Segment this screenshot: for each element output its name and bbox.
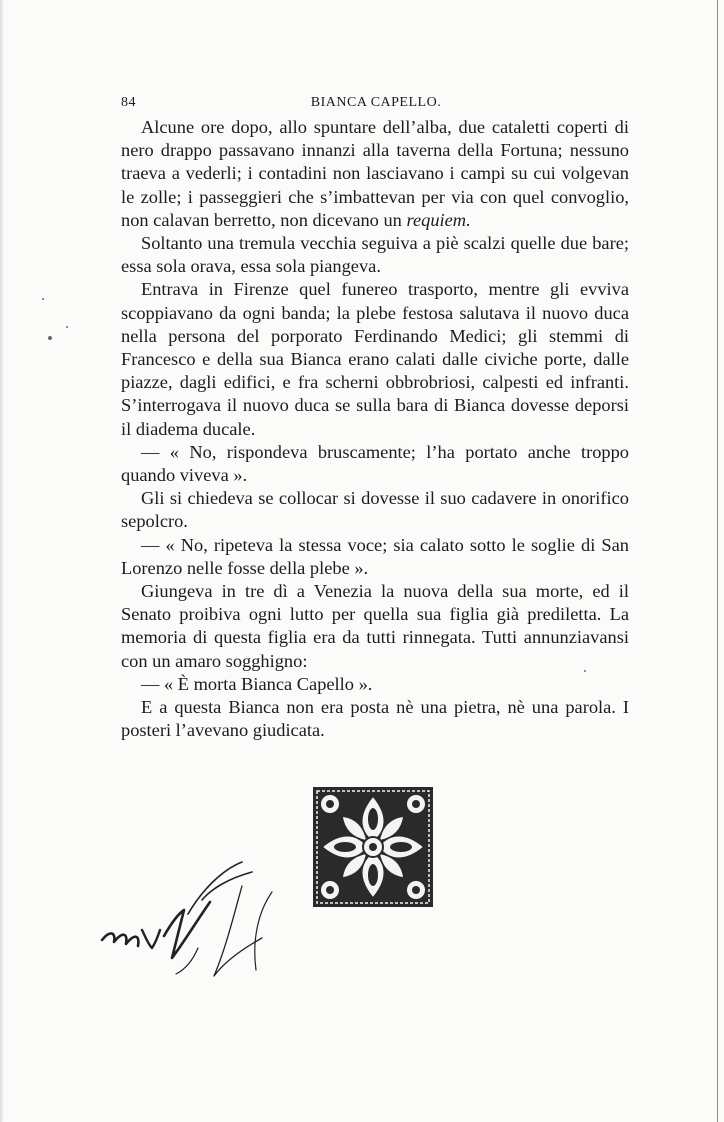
paragraph: E a questa Bianca non era posta nè una pietra, nè una parola. I posteri l’avevano giudicata. bbox=[121, 697, 629, 741]
paragraph: Entrava in Firenze quel funereo trasporto, mentre gli evviva scoppiavano da ogni banda; la plebe festosa salutava il nuovo duca nella persona del porporato Ferdinando Medici; gli stemmi di Francesco e della sua Bianca erano calati dalle civiche porte, dalle piazze, dagli edifici, e fra scherni obbrobriosi, calpesti ed infranti. S’interrogava il nuovo duca se sulla bara di Bianca dovesse deporsi il diadema ducale. bbox=[121, 279, 629, 439]
paragraph: — « No, ripeteva la stessa voce; sia calato sotto le soglie di San Lorenzo nelle fosse della plebe ». bbox=[121, 534, 629, 578]
paragraph: — « È morta Bianca Capello ». bbox=[141, 673, 373, 694]
paragraph bbox=[121, 116, 629, 232]
paragraph: Soltanto una tremula vecchia seguiva a piè scalzi quelle due bare; essa sola orava, essa sola piangeva. bbox=[121, 233, 629, 277]
paragraph: Giungeva in tre dì a Venezia la nuova della sua morte, ed il Senato proibiva ogni lutto per quella sua figlia già prediletta. La memoria di questa figlia era da tutti rinnegata. Tutti annunziavansi con un amaro sogghigno: bbox=[121, 581, 629, 671]
scan-speck bbox=[66, 326, 68, 328]
requiem-word: requiem. bbox=[406, 209, 471, 230]
body-text bbox=[121, 116, 629, 742]
paragraph-text: Alcune ore dopo, allo spuntare dell’alba, due cataletti coperti di nero drappo passavano innanzi alla taverna della Fortuna; nessuno traeva a vederli; i contadini non lasciavano i campi su cui volgevan le zolle; i passeggieri che s’imbattevan per via con quel convoglio, non calavan berretto, non dicevano un bbox=[121, 117, 629, 230]
page-number: 84 bbox=[121, 95, 136, 110]
paragraph: — « No, rispondeva bruscamente; l’ha portato anche troppo quando viveva ». bbox=[121, 441, 629, 486]
ornament-icon bbox=[312, 786, 434, 908]
paragraph: Gli si chiedeva se collocar si dovesse il suo cadavere in onorifico sepolcro. bbox=[121, 488, 629, 532]
handwritten-signature bbox=[92, 852, 322, 982]
running-title: BIANCA CAPELLO. bbox=[310, 95, 442, 110]
page-gutter-shadow bbox=[0, 0, 4, 1122]
scan-speck bbox=[584, 670, 586, 672]
running-header bbox=[121, 95, 631, 115]
scan-speck bbox=[42, 298, 44, 300]
page-edge-line bbox=[717, 0, 718, 1122]
scan-speck bbox=[48, 336, 52, 340]
